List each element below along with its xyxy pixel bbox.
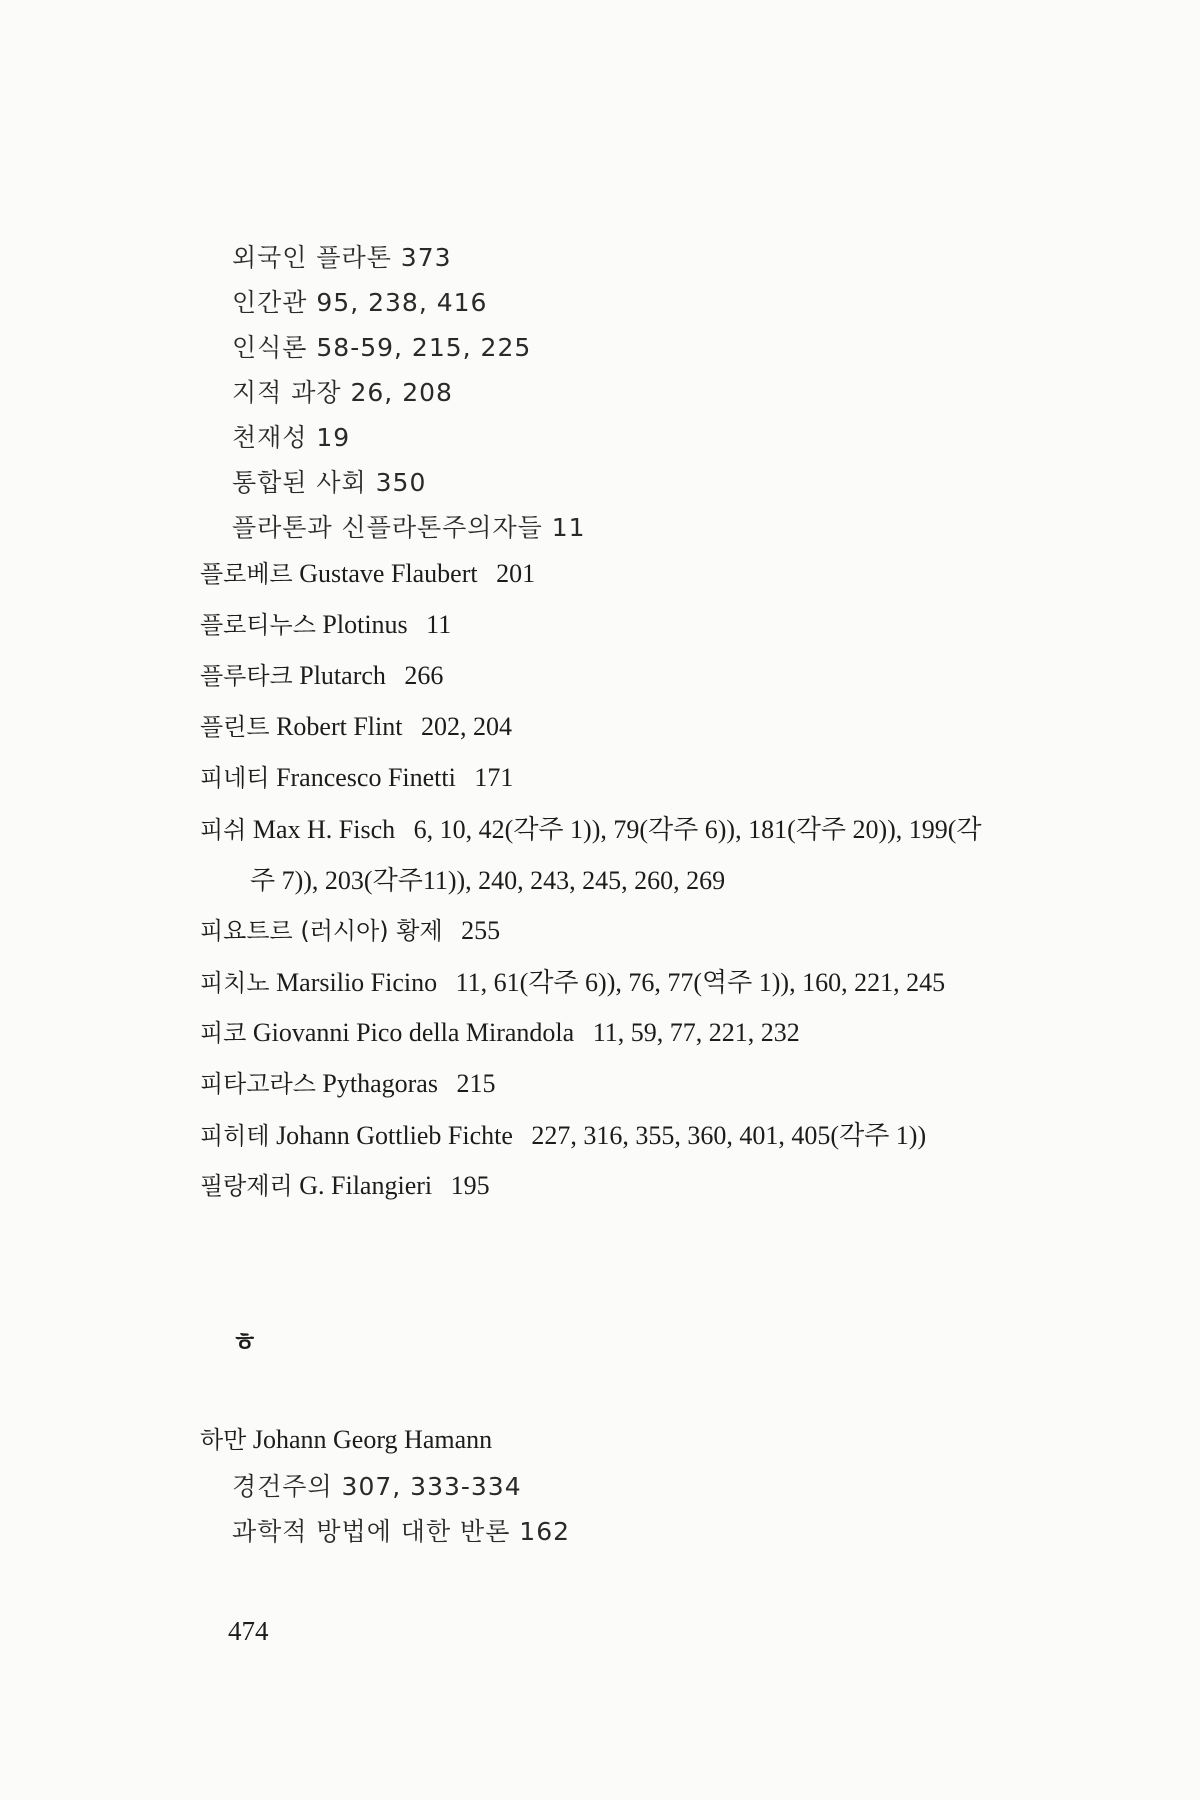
entry-original-name: Francesco Finetti <box>276 763 456 792</box>
entry-pages: 171 <box>474 763 514 792</box>
entry-korean-name: 피타고라스 <box>200 1070 316 1098</box>
entry-pages: 227, 316, 355, 360, 401, 405(각주 1)) <box>531 1121 927 1150</box>
entry-korean-name: 피요트르 (러시아) 황제 <box>200 917 443 945</box>
index-entry <box>200 1064 495 1099</box>
page-number: 474 <box>228 1616 269 1646</box>
index-entry <box>200 911 500 946</box>
index-entry <box>200 656 443 691</box>
entry-korean-name: 플루타크 <box>200 662 293 690</box>
entry-pages: 6, 10, 42(각주 1)), 79(각주 6)), 181(각주 20)), 199(각 <box>413 815 982 844</box>
entry-original-name: G. Filangieri <box>299 1171 433 1200</box>
entry-original-name: Giovanni Pico della Mirandola <box>252 1018 575 1047</box>
entry-pages: 215 <box>456 1069 496 1098</box>
entry-korean-name: 하만 <box>200 1426 247 1454</box>
index-entry <box>200 758 513 793</box>
subentry: 경건주의 307, 333-334 <box>232 1472 522 1501</box>
entry-korean-name: 피히테 <box>200 1122 270 1150</box>
entry-pages: 202, 204 <box>420 712 512 741</box>
subentry: 통합된 사회 350 <box>232 468 427 497</box>
entry-korean-name: 필랑제리 <box>200 1172 293 1200</box>
entry-pages: 11, 59, 77, 221, 232 <box>592 1018 800 1047</box>
index-entry <box>200 962 945 999</box>
index-entry <box>200 1420 492 1455</box>
subentry: 외국인 플라톤 373 <box>232 243 452 272</box>
entry-pages: 255 <box>461 916 501 945</box>
subentry: 지적 과장 26, 208 <box>232 378 453 407</box>
entry-pages: 266 <box>404 661 444 690</box>
entry-original-name: Plotinus <box>322 610 408 639</box>
entry-korean-name: 플린트 <box>200 713 270 741</box>
entry-korean-name: 피쉬 <box>200 816 247 844</box>
entry-pages: 11 <box>426 610 452 639</box>
entry-original-name: Johann Georg Hamann <box>252 1425 493 1454</box>
index-entry <box>200 1166 490 1201</box>
entry-original-name: Marsilio Ficino <box>276 968 438 997</box>
index-entry <box>200 605 451 640</box>
index-entry <box>200 1013 800 1048</box>
subentry: 과학적 방법에 대한 반론 162 <box>232 1517 571 1546</box>
entry-original-name: Gustave Flaubert <box>299 559 478 588</box>
entry-korean-name: 플로티누스 <box>200 611 316 639</box>
subentry: 플라톤과 신플라톤주의자들 11 <box>232 513 586 542</box>
entry-continuation: 주 7)), 203(각주11)), 240, 243, 245, 260, 269 <box>250 866 726 895</box>
entry-pages: 201 <box>496 559 536 588</box>
entry-original-name: Max H. Fisch <box>252 815 396 844</box>
entry-pages: 195 <box>450 1171 490 1200</box>
index-entry <box>200 809 982 846</box>
subentry: 천재성 19 <box>232 423 351 452</box>
section-letter: ㅎ <box>232 1328 258 1358</box>
entry-original-name: Robert Flint <box>276 712 403 741</box>
entry-pages: 11, 61(각주 6)), 76, 77(역주 1)), 160, 221, 245 <box>455 968 946 997</box>
entry-original-name: Pythagoras <box>322 1069 438 1098</box>
entry-korean-name: 피코 <box>200 1019 247 1047</box>
entry-original-name: Johann Gottlieb Fichte <box>276 1121 513 1150</box>
index-entry <box>200 554 535 589</box>
entry-korean-name: 플로베르 <box>200 560 293 588</box>
entry-korean-name: 피네티 <box>200 764 270 792</box>
entry-korean-name: 피치노 <box>200 969 270 997</box>
index-entry <box>200 1115 926 1152</box>
index-entry <box>200 707 512 742</box>
subentry: 인간관 95, 238, 416 <box>232 288 488 317</box>
entry-original-name: Plutarch <box>299 661 386 690</box>
subentry: 인식론 58-59, 215, 225 <box>232 333 532 362</box>
